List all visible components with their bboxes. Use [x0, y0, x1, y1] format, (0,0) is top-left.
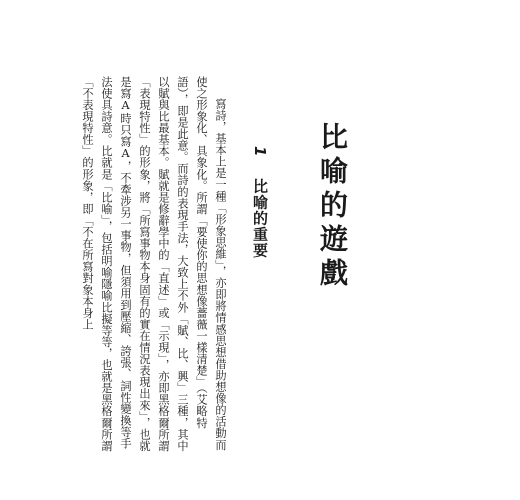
body-text — [81, 76, 230, 456]
section-number: 1 — [251, 146, 269, 158]
body-paragraph: 寫詩，基本上是一種「形象思維」，亦即將情感思想借助想像的活動而使之形象化、具象化。所謂「要使你的思想像薔薇一樣清楚」（艾略特語），即是此意。而詩的表現手法，大致上不外「賦、比、興」三種，其中以賦與比最基本。賦就是修辭學中的「直述」或「示現」，亦即黑格爾所謂「表現特性」的形象，將「所寫事物本身固有的實在情況表現出來」，也就是寫A時只寫A，不牽涉另一事物，但須用到壓縮、誇張、詞性變換等手法使具詩意。比就是「比喻」，包括明喻隱喻比擬等等，也就是黑格爾所謂「不表現特性」的形象，即「不在所寫對象本身上 — [81, 76, 227, 452]
section-title: 比喻的重要 — [251, 178, 269, 259]
section-heading — [252, 146, 267, 258]
chapter-title: 比喻的遊戲 — [316, 122, 349, 292]
